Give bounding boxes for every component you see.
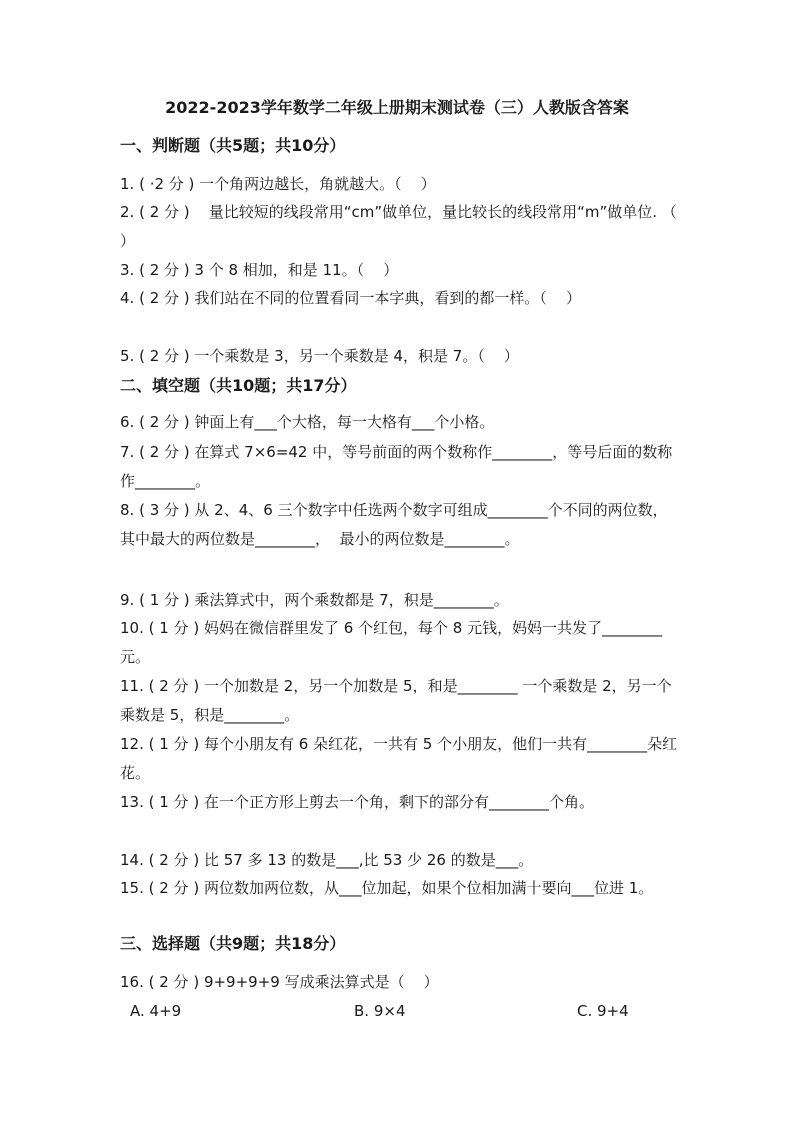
question-14: 14. ( 2 分 ) 比 57 多 13 的数是___,比 53 少 26 的数是___。: [120, 851, 534, 869]
question-5: 5. ( 2 分 ) 一个乘数是 3，另一个乘数是 4，积是 7。（ ）: [120, 347, 519, 365]
question-15: 15. ( 2 分 ) 两位数加两位数，从___位加起，如果个位相加满十要向___位进 1。: [120, 879, 654, 897]
choice-b: B. 9×4: [354, 1002, 406, 1020]
question-16: 16. ( 2 分 ) 9+9+9+9 写成乘法算式是（ ）: [120, 973, 439, 991]
question-13: 13. ( 1 分 ) 在一个正方形上剪去一个角，剩下的部分有________个角。: [120, 793, 594, 811]
section-heading-choice: 三、选择题（共9题；共18分）: [120, 934, 346, 953]
choice-a: A. 4+9: [130, 1002, 182, 1020]
question-12: 12. ( 1 分 ) 每个小朋友有 6 朵红花，一共有 5 个小朋友，他们一共有________朵红花。: [120, 735, 678, 782]
choice-c: C. 9+4: [577, 1002, 629, 1020]
question-8: 8. ( 3 分 ) 从 2、4、6 三个数字中任选两个数字可组成________个不同的两位数，其中最大的两位数是________， 最小的两位数是________。: [120, 501, 668, 548]
section-heading-fill-in: 二、填空题（共10题；共17分）: [120, 376, 357, 395]
question-3: 3. ( 2 分 ) 3 个 8 相加，和是 11。（ ）: [120, 261, 399, 279]
question-9: 9. ( 1 分 ) 乘法算式中，两个乘数都是 7，积是________。: [120, 591, 509, 609]
question-10: 10. ( 1 分 ) 妈妈在微信群里发了 6 个红包，每个 8 元钱，妈妈一共发了________元。: [120, 619, 663, 666]
question-2: 2. ( 2 分 ) 量比较短的线段常用“cm”做单位，量比较长的线段常用“m”做单位. （ ）: [120, 203, 696, 250]
question-11: 11. ( 2 分 ) 一个加数是 2，另一个加数是 5，和是________ 一个乘数是 2，另一个乘数是 5，积是________。: [120, 677, 672, 724]
section-heading-judgment: 一、判断题（共5题；共10分）: [120, 136, 346, 155]
question-7: 7. ( 2 分 ) 在算式 7×6=42 中，等号前面的两个数称作________，等号后面的数称作________。: [120, 443, 673, 490]
question-4: 4. ( 2 分 ) 我们站在不同的位置看同一本字典，看到的都一样。（ ）: [120, 289, 581, 307]
page-title: 2022-2023学年数学二年级上册期末测试卷（三）人教版含答案: [165, 98, 629, 117]
question-6: 6. ( 2 分 ) 钟面上有___个大格，每一大格有___个小格。: [120, 413, 495, 431]
question-16-choices: [130, 998, 670, 1024]
question-1: 1. ( ·2 分 ) 一个角两边越长，角就越大。（ ）: [120, 175, 436, 193]
